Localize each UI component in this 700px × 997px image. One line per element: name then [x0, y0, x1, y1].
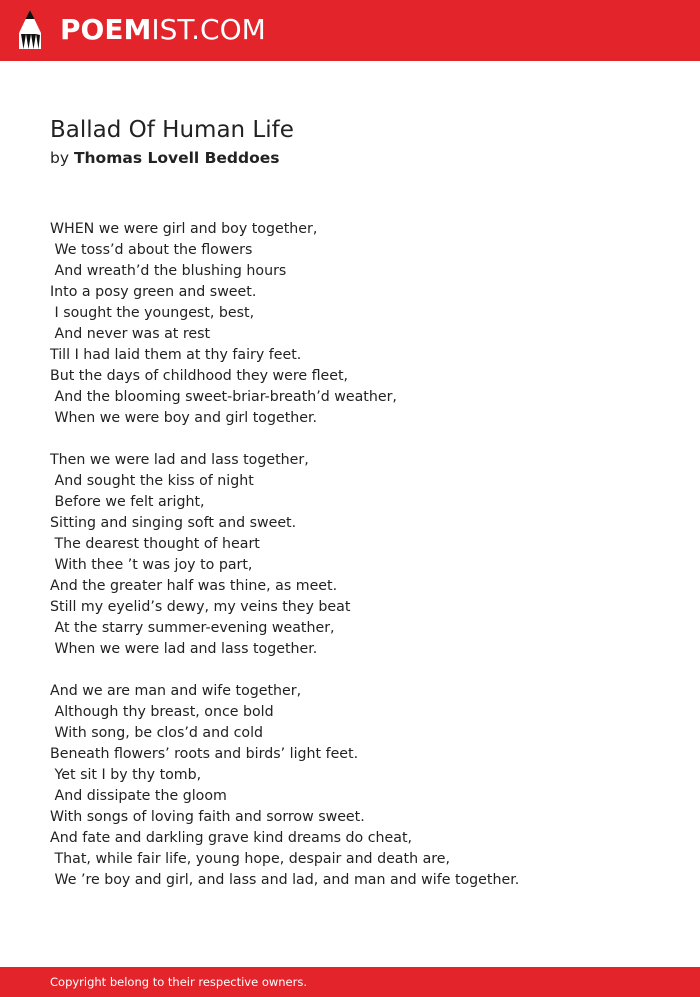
poem-line: Till I had laid them at thy fairy feet.: [50, 347, 302, 363]
poem-line: And wreath’d the blushing hours: [50, 263, 287, 279]
poem-line: Sitting and singing soft and sweet.: [50, 515, 297, 531]
poem-line: And sought the kiss of night: [50, 473, 254, 489]
site-footer: [0, 967, 700, 997]
poem-line: That, while fair life, young hope, despair and death are,: [50, 851, 451, 867]
poem-line: The dearest thought of heart: [50, 536, 260, 552]
poem-line: And fate and darkling grave kind dreams do cheat,: [50, 830, 413, 846]
poem-line: And the blooming sweet-briar-breath’d weather,: [50, 389, 397, 405]
poem-line: Still my eyelid’s dewy, my veins they beat: [50, 599, 351, 615]
poem-byline: [50, 149, 280, 167]
site-header: [0, 0, 700, 61]
poem-body: [50, 219, 519, 912]
poem-line: With songs of loving faith and sorrow sweet.: [50, 809, 365, 825]
poem-line: With thee ’t was joy to part,: [50, 557, 253, 573]
poem-line: And we are man and wife together,: [50, 683, 302, 699]
poem-line: But the days of childhood they were fleet,: [50, 368, 349, 384]
poem-line: We toss’d about the flowers: [50, 242, 253, 258]
poem-line: Although thy breast, once bold: [50, 704, 274, 720]
copyright-notice: Copyright belong to their respective owners.: [50, 975, 308, 989]
poem-line: I sought the youngest, best,: [50, 305, 255, 321]
poem-line: When we were lad and lass together.: [50, 641, 318, 657]
poem-line: With song, be clos’d and cold: [50, 725, 264, 741]
poem-line: Yet sit I by thy tomb,: [50, 767, 202, 783]
poem-line: WHEN we were girl and boy together,: [50, 221, 318, 237]
poem-line: Into a posy green and sweet.: [50, 284, 257, 300]
poem-line: And never was at rest: [50, 326, 211, 342]
poem-title: Ballad Of Human Life: [50, 117, 294, 143]
poem-line: Beneath flowers’ roots and birds’ light feet.: [50, 746, 359, 762]
poem-line: And dissipate the gloom: [50, 788, 227, 804]
by-label: by: [50, 149, 70, 167]
logo-wordmark: [60, 13, 266, 46]
stanza-1: [50, 219, 519, 429]
logo-wordmark-light: IST.COM: [151, 13, 266, 46]
poem-line: And the greater half was thine, as meet.: [50, 578, 338, 594]
poem-line: Then we were lad and lass together,: [50, 452, 309, 468]
site-logo[interactable]: [18, 9, 266, 51]
poem-line: At the starry summer-evening weather,: [50, 620, 335, 636]
pencil-tip-icon: [18, 9, 42, 51]
stanza-3: [50, 681, 519, 891]
poem-line: We ’re boy and girl, and lass and lad, and man and wife together.: [50, 872, 520, 888]
poem-line: When we were boy and girl together.: [50, 410, 318, 426]
stanza-2: [50, 450, 519, 660]
poem-line: Before we felt aright,: [50, 494, 205, 510]
logo-wordmark-bold: POEM: [60, 13, 152, 46]
poem-author: Thomas Lovell Beddoes: [73, 149, 280, 167]
